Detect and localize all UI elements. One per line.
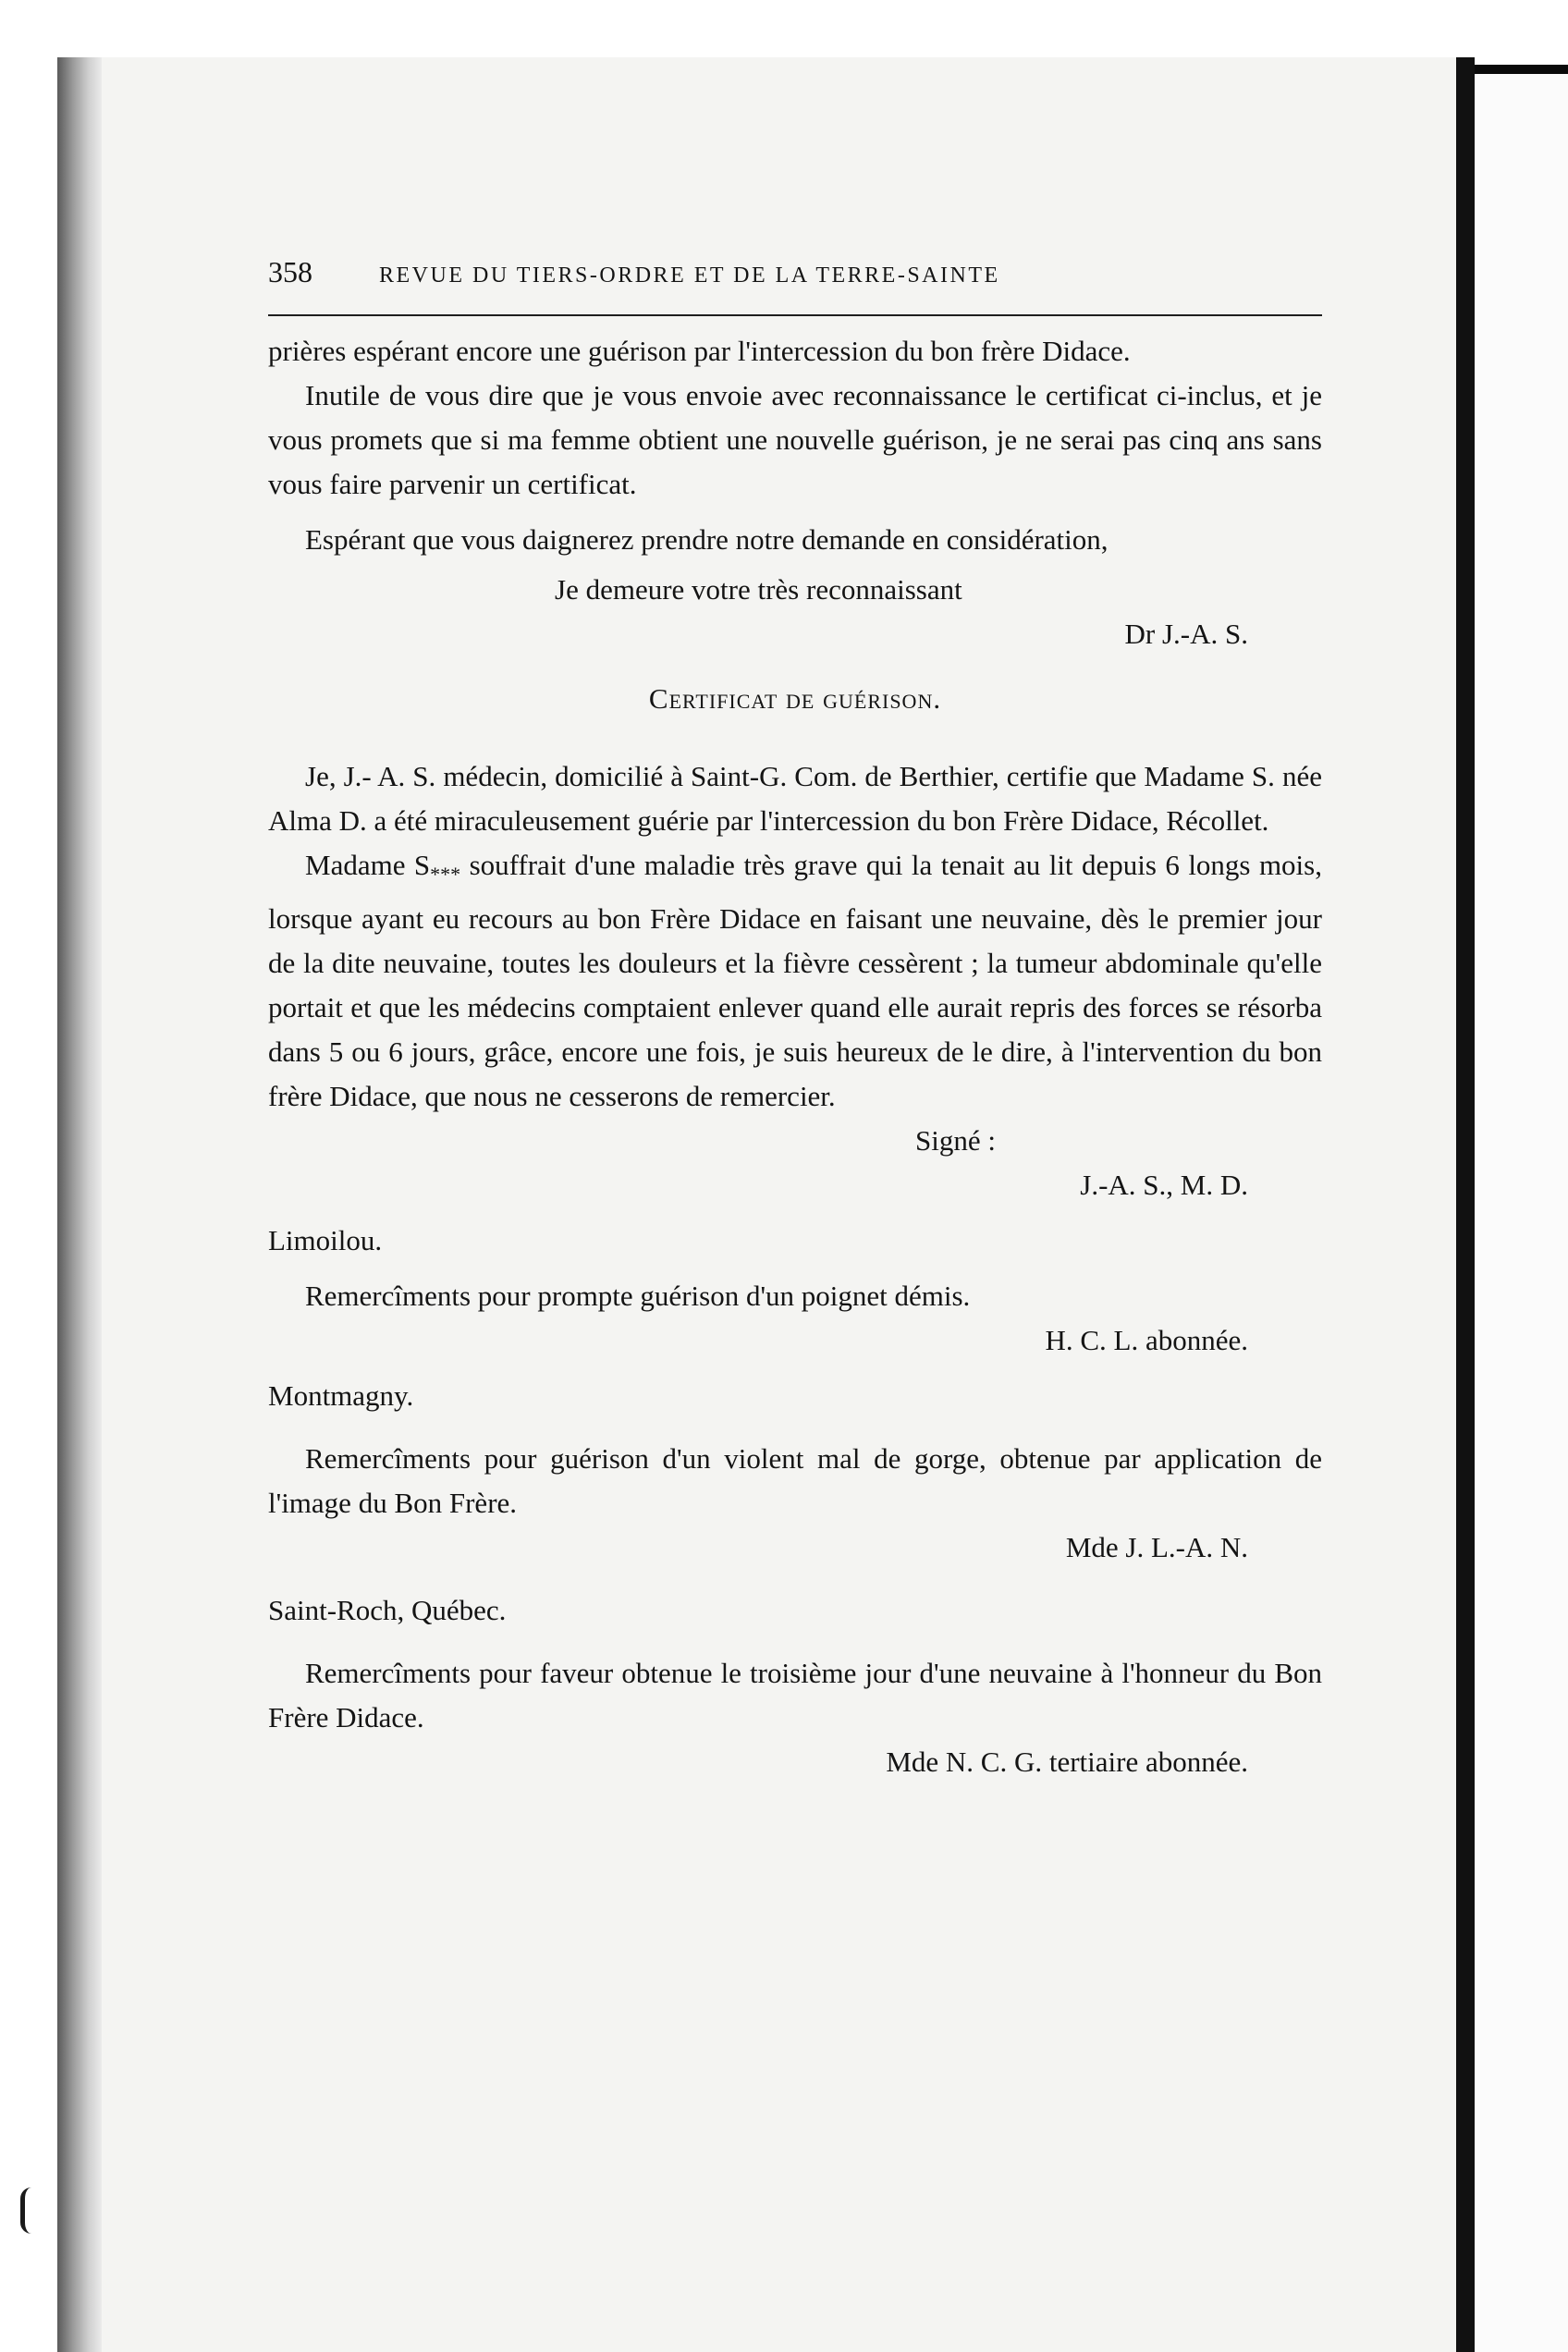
book-spine-shadow (57, 57, 102, 2352)
facing-page-edge (1475, 74, 1568, 2352)
certificate-paragraph-1: Je, J.- A. S. médecin, domicilié à Saint-G. Com. de Berthier, certifie que Madame S. née Alma D. a été miraculeusement guérie par l'intercession du bon Frère Didace, Récollet. (268, 760, 1322, 837)
entry-text: Remercîments pour prompte guérison d'un poignet démis. (305, 1280, 971, 1313)
certificate-paragraph-2-rest: souffrait d'une maladie très grave qui la tenait au lit depuis 6 longs mois, lorsque ayant eu recours au bon Frère Didace en faisant une neuvaine, dès le premier jour de la dite neuvaine, toutes les douleurs et la fièvre cessèrent ; la tumeur abdominale qu'elle portait et que les médecins comptaient enlever quand elle aurait repris des forces se résorba dans 5 ou 6 jours, grâce, encore une fois, je suis heureux de le dire, à l'intervention du bon frère Didace, que nous ne cesserons de remercier. (268, 849, 1322, 1113)
certificate-paragraph-2 (268, 843, 1322, 1119)
certificate-heading: Certificat de guérison. (648, 682, 942, 715)
page-text-block (268, 250, 1322, 1784)
scan-background-left (0, 0, 57, 2352)
certificate-signe-label: Signé : (915, 1124, 996, 1158)
entry-signature: Mde J. L.-A. N. (1065, 1531, 1248, 1564)
letter-paragraph-2: Inutile de vous dire que je vous envoie avec reconnaissance le certificat ci-inclus, et je vous promets que si ma femme obtient une nouvelle guérison, je ne serai pas cinq ans sans vous faire parvenir un certificat. (268, 379, 1322, 500)
letter-paragraph-1: prières espérant encore une guérison par l'intercession du bon frère Didace. (268, 335, 1131, 367)
page-header (268, 250, 1322, 294)
header-rule (268, 314, 1322, 316)
letter-closing: Je demeure votre très reconnaissant (555, 573, 962, 606)
letter-paragraph-3: Espérant que vous daignerez prendre notre demande en considération, (305, 523, 1109, 556)
entry-text: Remercîments pour faveur obtenue le troisième jour d'une neuvaine à l'honneur du Bon Frère Didace. (268, 1657, 1322, 1734)
certificate-signer: J.-A. S., M. D. (1080, 1169, 1248, 1202)
certificate-asterisks: *** (430, 863, 461, 887)
entry-place: Saint-Roch, Québec. (268, 1594, 507, 1627)
scan-artifact-mark (20, 2187, 36, 2234)
page-number: 358 (268, 255, 312, 288)
scan-background-top (0, 0, 1568, 65)
entry-signature: H. C. L. abonnée. (1045, 1324, 1248, 1357)
running-title: REVUE DU TIERS-ORDRE ET DE LA TERRE-SAINTE (379, 263, 1000, 288)
entry-signature: Mde N. C. G. tertiaire abonnée. (886, 1746, 1248, 1779)
entry-place: Montmagny. (268, 1379, 414, 1413)
page-gutter (1456, 57, 1475, 2352)
entry-place: Limoilou. (268, 1224, 383, 1257)
letter-signature: Dr J.-A. S. (1124, 618, 1248, 650)
entry-text: Remercîments pour guérison d'un violent mal de gorge, obtenue par application de l'image du Bon Frère. (268, 1442, 1322, 1520)
certificate-paragraph-2-start: Madame S (305, 849, 431, 881)
